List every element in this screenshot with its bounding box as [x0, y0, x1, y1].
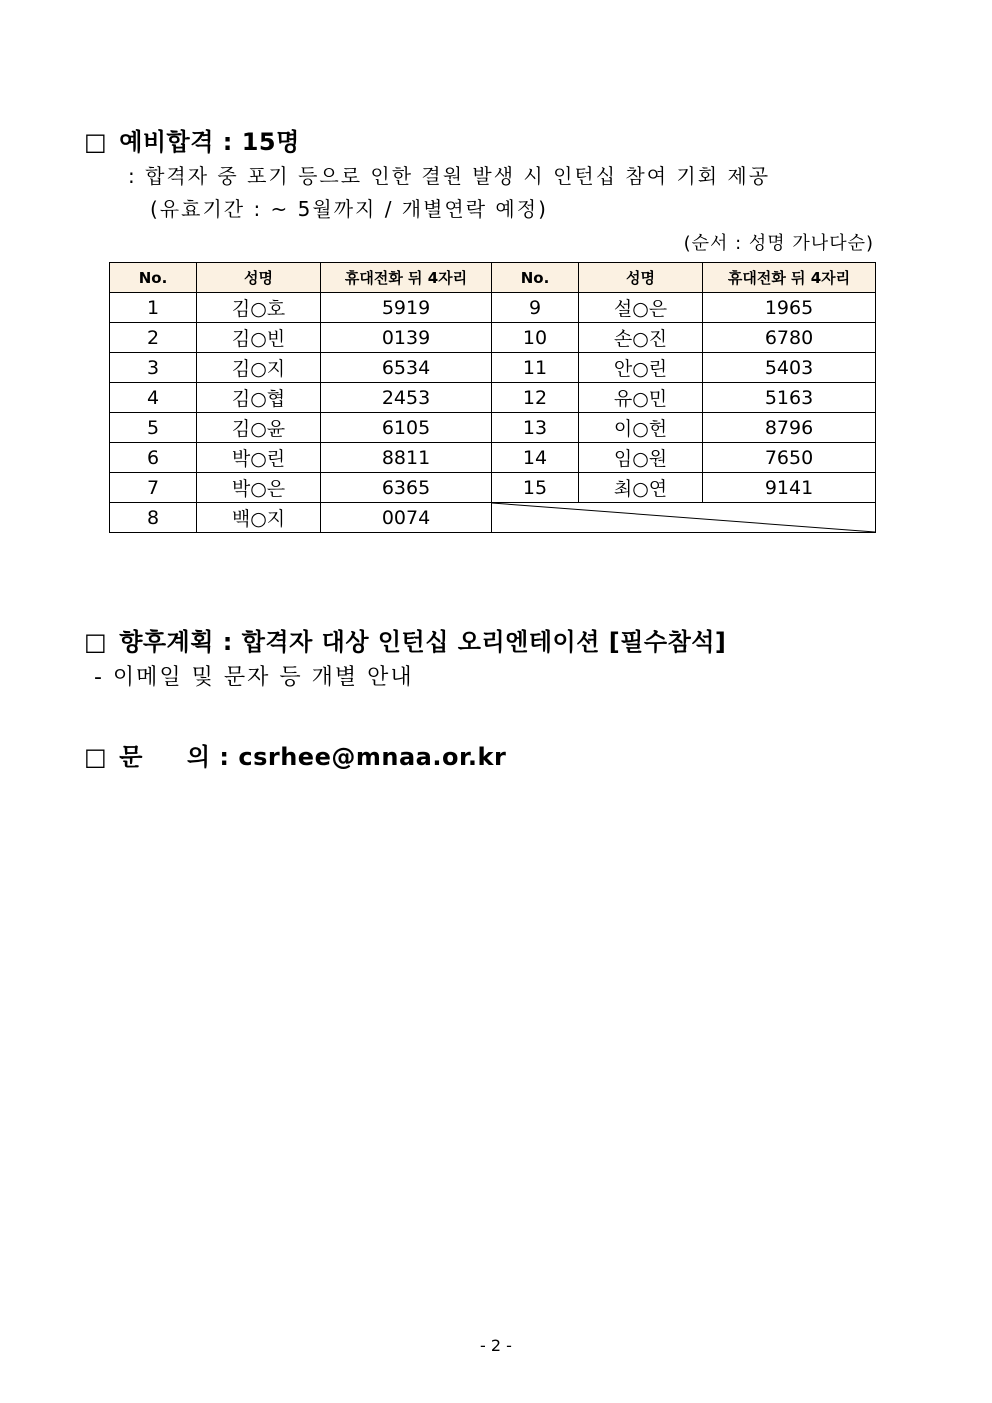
checkbox-square-icon: □ — [84, 743, 108, 771]
cell-phone: 8796 — [703, 413, 876, 443]
table-row — [110, 413, 876, 443]
cell-name: 백○지 — [197, 503, 321, 533]
cell-phone: 5163 — [703, 383, 876, 413]
cell-no: 8 — [110, 503, 197, 533]
cell-no: 11 — [492, 353, 579, 383]
section-description: : 합격자 중 포기 등으로 인한 결원 발생 시 인턴십 참여 기회 제공 — [128, 164, 771, 188]
section-title: 예비합격 : 15명 — [119, 128, 300, 156]
empty-diagonal-cell — [492, 503, 876, 533]
section-plan-heading — [84, 622, 726, 657]
table-row — [110, 293, 876, 323]
column-header: 성명 — [579, 263, 703, 293]
cell-no: 5 — [110, 413, 197, 443]
cell-name: 최○연 — [579, 473, 703, 503]
cell-no: 13 — [492, 413, 579, 443]
candidate-table — [109, 262, 876, 533]
section-contact-heading — [84, 737, 506, 772]
cell-phone: 6105 — [321, 413, 492, 443]
cell-phone: 6365 — [321, 473, 492, 503]
column-header: No. — [110, 263, 197, 293]
cell-name: 김○호 — [197, 293, 321, 323]
cell-phone: 6780 — [703, 323, 876, 353]
cell-name: 김○지 — [197, 353, 321, 383]
section-preliminary-heading — [84, 122, 300, 157]
cell-name: 김○윤 — [197, 413, 321, 443]
cell-phone: 7650 — [703, 443, 876, 473]
cell-name: 김○협 — [197, 383, 321, 413]
page-number: - 2 - — [480, 1336, 512, 1355]
cell-no: 1 — [110, 293, 197, 323]
cell-no: 4 — [110, 383, 197, 413]
column-header: 성명 — [197, 263, 321, 293]
cell-phone: 5403 — [703, 353, 876, 383]
cell-name: 손○진 — [579, 323, 703, 353]
column-header: No. — [492, 263, 579, 293]
contact-label: 문 — [119, 743, 143, 771]
table-row — [110, 503, 876, 533]
column-header: 휴대전화 뒤 4자리 — [703, 263, 876, 293]
checkbox-square-icon: □ — [84, 628, 108, 656]
cell-no: 3 — [110, 353, 197, 383]
cell-name: 박○린 — [197, 443, 321, 473]
cell-phone: 0074 — [321, 503, 492, 533]
cell-no: 12 — [492, 383, 579, 413]
cell-no: 6 — [110, 443, 197, 473]
plan-bullet: - 이메일 및 문자 등 개별 안내 — [94, 665, 414, 690]
cell-no: 7 — [110, 473, 197, 503]
cell-name: 유○민 — [579, 383, 703, 413]
order-note: (순서 : 성명 가나다순) — [683, 233, 874, 254]
column-header: 휴대전화 뒤 4자리 — [321, 263, 492, 293]
cell-name: 이○헌 — [579, 413, 703, 443]
cell-phone: 2453 — [321, 383, 492, 413]
cell-no: 14 — [492, 443, 579, 473]
cell-phone: 9141 — [703, 473, 876, 503]
cell-name: 박○은 — [197, 473, 321, 503]
table-header-row — [110, 263, 876, 293]
cell-no: 15 — [492, 473, 579, 503]
table-row — [110, 473, 876, 503]
cell-name: 김○빈 — [197, 323, 321, 353]
validity-note: (유효기간 : ~ 5월까지 / 개별연락 예정) — [150, 197, 548, 221]
cell-name: 안○린 — [579, 353, 703, 383]
cell-phone: 8811 — [321, 443, 492, 473]
cell-phone: 5919 — [321, 293, 492, 323]
table-row — [110, 353, 876, 383]
contact-email: : csrhee@mnaa.or.kr — [219, 743, 507, 771]
cell-name: 임○원 — [579, 443, 703, 473]
table-row — [110, 383, 876, 413]
cell-name: 설○은 — [579, 293, 703, 323]
checkbox-square-icon: □ — [84, 128, 108, 156]
table-row — [110, 323, 876, 353]
cell-phone: 6534 — [321, 353, 492, 383]
table-row — [110, 443, 876, 473]
section-title: 향후계획 : 합격자 대상 인턴십 오리엔테이션 [필수참석] — [119, 628, 727, 656]
contact-label-2: 의 — [186, 743, 211, 771]
cell-phone: 1965 — [703, 293, 876, 323]
cell-no: 10 — [492, 323, 579, 353]
diagonal-line — [492, 503, 875, 532]
cell-no: 9 — [492, 293, 579, 323]
cell-phone: 0139 — [321, 323, 492, 353]
cell-no: 2 — [110, 323, 197, 353]
